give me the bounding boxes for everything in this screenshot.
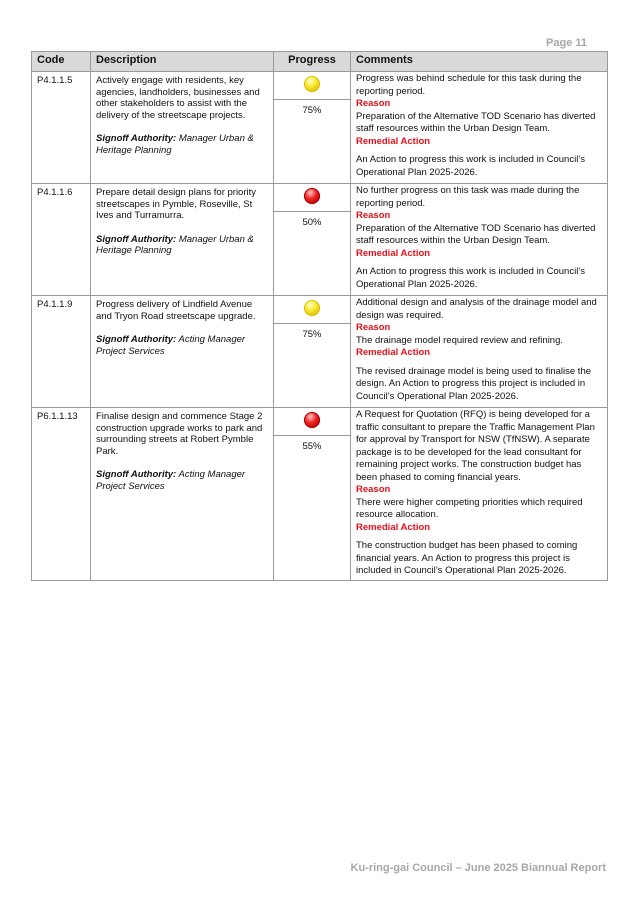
reason-label: Reason (356, 210, 391, 221)
comment-text: A Request for Quotation (RFQ) is being developed for a traffic consultant to prepare the Traffic Management Plan for approval by Transport for NSW (TfNSW). A separate package is to be developed for the lead consultant for remaining project works. The construction budget has been phased to coming financial years. (356, 409, 595, 483)
header-description: Description (91, 52, 274, 72)
status-red-icon (304, 412, 320, 428)
header-progress: Progress (274, 52, 351, 72)
remedial-label: Remedial Action (356, 521, 431, 533)
row-code: P4.1.1.9 (32, 296, 91, 408)
table-row (32, 296, 608, 408)
table-header-row (32, 52, 608, 72)
header-comments: Comments (351, 52, 608, 72)
signoff-value: Acting Manager Project Services (96, 334, 246, 357)
table-row (32, 72, 608, 184)
description-text: Prepare detail design plans for priority streetscapes in Pymble, Roseville, St Ives and Turramurra. (96, 187, 257, 222)
signoff-value: Manager Urban & Heritage Planning (96, 133, 254, 156)
row-comments (351, 72, 608, 184)
signoff-label: Signoff Authority: (96, 469, 177, 481)
signoff-label: Signoff Authority: (96, 133, 177, 145)
description-text: Actively engage with residents, key agencies, landholders, businesses and other stakeholders to assist with the delivery of the streetscape projects. (96, 75, 260, 121)
row-comments (351, 184, 608, 296)
table-row (32, 184, 608, 296)
header-code: Code (32, 52, 91, 72)
row-code: P4.1.1.5 (32, 72, 91, 184)
report-footer: Ku-ring-gai Council – June 2025 Biannual Report (350, 862, 606, 874)
progress-percent: 50% (302, 217, 322, 228)
page-number: Page 11 (546, 37, 587, 49)
progress-percent: 75% (302, 329, 322, 340)
row-comments (351, 408, 608, 581)
status-red-icon (304, 188, 320, 204)
row-progress (274, 408, 351, 581)
comment-text: Progress was behind schedule for this task during the reporting period. (356, 73, 582, 97)
remedial-label: Remedial Action (356, 347, 431, 358)
signoff-authority (96, 234, 268, 257)
row-description (91, 296, 274, 408)
row-comments (351, 296, 608, 408)
remedial-text: The construction budget has been phased to coming financial years. An Action to progress this project is included in Council’s Operational Plan 2025-2026. (356, 540, 578, 576)
remedial-label: Remedial Action (356, 135, 431, 147)
remedial-text: An Action to progress this work is included in Council’s Operational Plan 2025-2026. (356, 154, 585, 178)
progress-percent: 75% (302, 105, 322, 116)
progress-percent: 55% (302, 441, 322, 452)
status-indicator-cell (274, 408, 350, 436)
row-description (91, 72, 274, 184)
reason-text: Preparation of the Alternative TOD Scenario has diverted staff resources within the Urban Design Team. (356, 110, 596, 134)
row-progress (274, 296, 351, 408)
description-text: Progress delivery of Lindfield Avenue and Tryon Road streetscape upgrade. (96, 299, 256, 322)
signoff-value: Manager Urban & Heritage Planning (96, 233, 254, 257)
comment-text: Additional design and analysis of the drainage model and design was required. (356, 297, 597, 321)
row-code: P6.1.1.13 (32, 408, 91, 581)
table-row (32, 408, 608, 581)
status-indicator-cell (274, 72, 350, 100)
remedial-text: The revised drainage model is being used to finalise the design. An Action to progress this project is included in Council’s Operational Plan 2025-2026. (356, 365, 592, 402)
row-description (91, 184, 274, 296)
reason-label: Reason (356, 484, 391, 495)
row-progress (274, 72, 351, 184)
signoff-label: Signoff Authority: (96, 233, 177, 245)
row-code: P4.1.1.6 (32, 184, 91, 296)
reason-text: There were higher competing priorities which required resource allocation. (356, 496, 583, 520)
status-yellow-icon (304, 76, 320, 92)
reason-text: The drainage model required review and refining. (356, 334, 564, 346)
remedial-text: An Action to progress this work is included in Council’s Operational Plan 2025-2026. (356, 266, 585, 290)
status-yellow-icon (304, 300, 320, 316)
reason-label: Reason (356, 322, 391, 333)
remedial-label: Remedial Action (356, 247, 431, 259)
reason-label: Reason (356, 98, 391, 109)
signoff-authority (96, 469, 268, 492)
reason-text: Preparation of the Alternative TOD Scenario has diverted staff resources within the Urban Design Team. (356, 222, 596, 246)
signoff-authority (96, 133, 268, 156)
progress-report-table (31, 51, 608, 581)
status-indicator-cell (274, 296, 350, 324)
status-indicator-cell (274, 184, 350, 212)
row-progress (274, 184, 351, 296)
signoff-value: Acting Manager Project Services (96, 469, 246, 492)
signoff-authority (96, 334, 268, 357)
comment-text: No further progress on this task was made during the reporting period. (356, 185, 580, 209)
description-text: Finalise design and commence Stage 2 construction upgrade works to park and surrounding streets at Robert Pymble Park. (96, 411, 263, 457)
row-description (91, 408, 274, 581)
signoff-label: Signoff Authority: (96, 334, 177, 346)
